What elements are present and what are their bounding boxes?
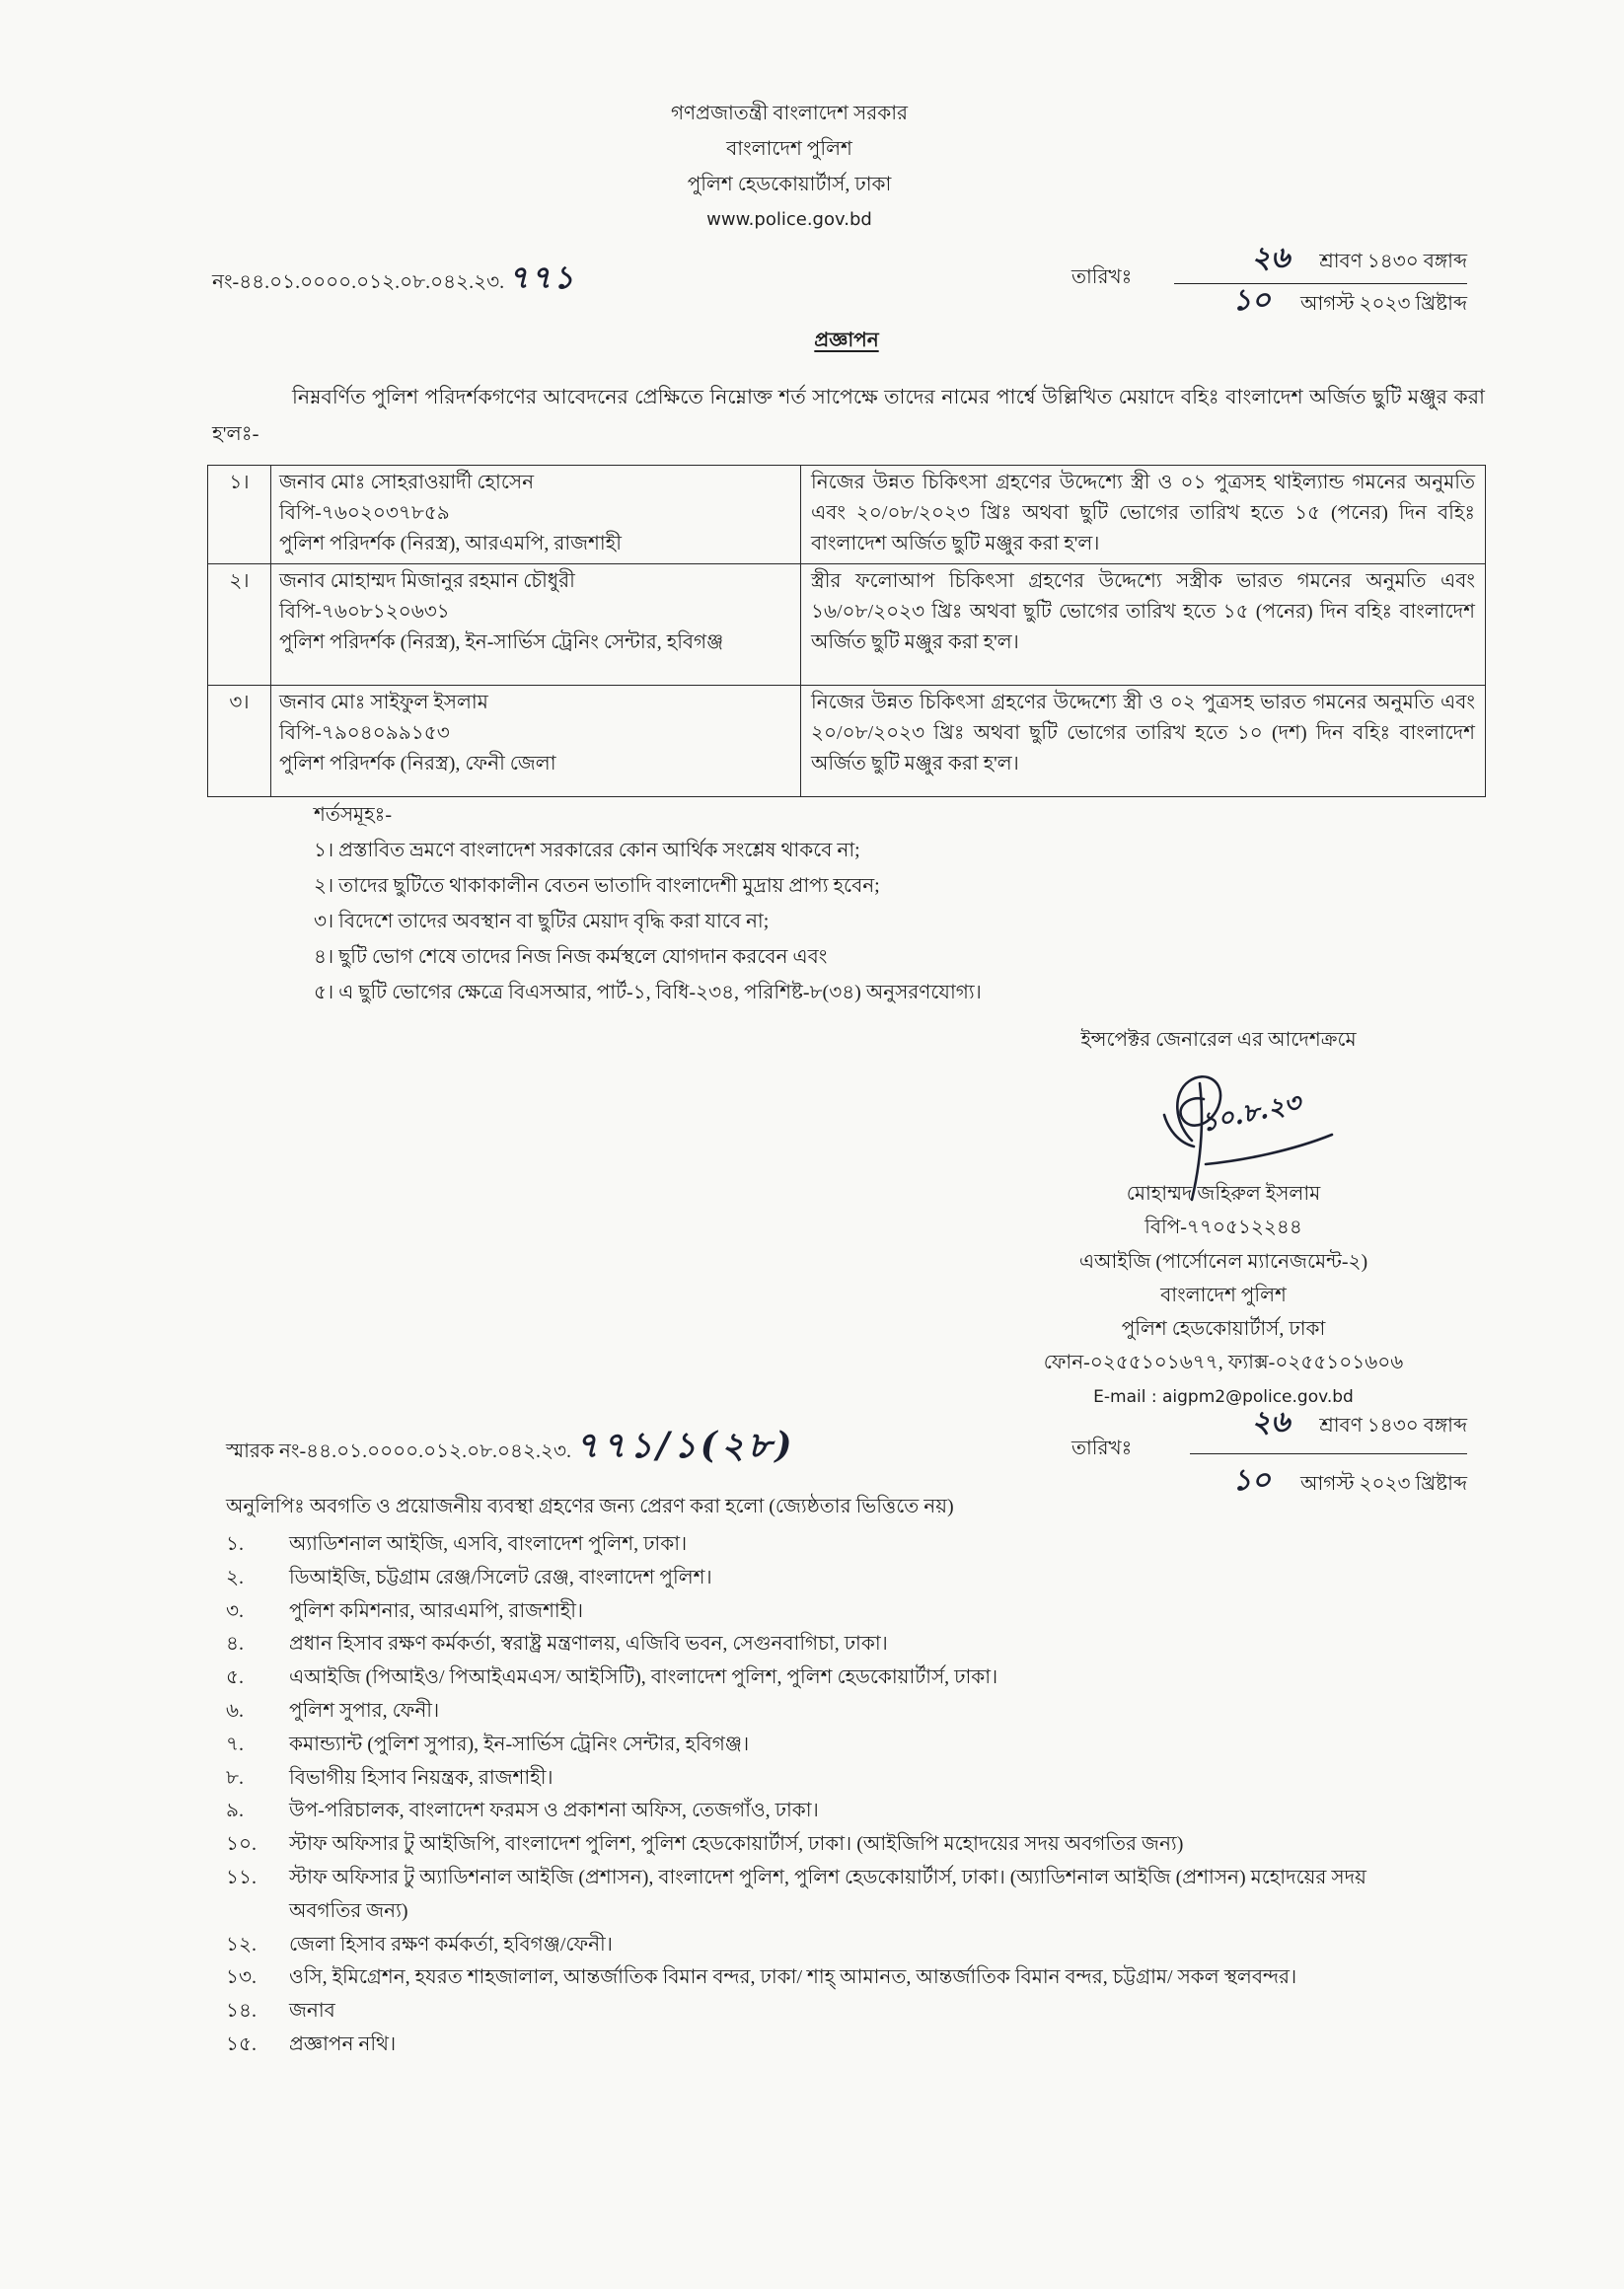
list-item <box>226 1528 1439 1562</box>
date-gregorian-day: ১০ <box>1231 283 1271 318</box>
list-item-number: ১১. <box>226 1867 257 1889</box>
date-bangla <box>1251 243 1467 277</box>
list-item <box>226 2029 1439 2062</box>
signatory-designation: এআইজি (পার্সোনেল ম্যানেজমেন্ট-২) <box>1078 1250 1368 1273</box>
conditions-heading: শর্তসমূহঃ- <box>314 804 392 826</box>
date-bangla-day: ২৬ <box>1251 241 1291 275</box>
list-item-number: ১০. <box>226 1833 257 1856</box>
list-item-text: ওসি, ইমিগ্রেশন, হযরত শাহজালাল, আন্তর্জাতিক বিমান বন্দর, ঢাকা/ শাহ্ আমানত, আন্তর্জাতিক বিমান বন্দর, চট্টগ্রাম/ সকল স্থলবন্দর। <box>289 1966 1297 1989</box>
list-item-number: ১৩. <box>226 1966 257 1989</box>
list-item-number: ৮. <box>226 1766 244 1789</box>
copy-memo-number-handwritten: ৭৭১/১(২৮) <box>575 1425 796 1467</box>
govt-name: গণপ্রজাতন্ত্রী বাংলাদেশ সরকার <box>670 103 909 124</box>
list-item <box>226 1995 1439 2029</box>
row-serial: ৩। <box>208 686 271 797</box>
memo-number-handwritten: ৭৭১ <box>508 258 576 296</box>
list-item-text: জেলা হিসাব রক্ষণ কর্মকর্তা, হবিগঞ্জ/ফেনী। <box>289 1933 613 1956</box>
date-label: তারিখঃ <box>1071 1438 1133 1460</box>
date-bangla-day: ২৬ <box>1251 1405 1291 1440</box>
date-gregorian <box>1232 285 1467 320</box>
list-item <box>226 1828 1439 1862</box>
officer-bp: বিপি-৭৬০৮১২০৬৩১ <box>279 601 450 623</box>
officer-cell <box>271 564 801 686</box>
officer-designation: পুলিশ পরিদর্শক (নিরস্ত্র), ফেনী জেলা <box>279 753 556 775</box>
list-item-number: ৪. <box>226 1633 244 1656</box>
signatory-name: মোহাম্মদ জহিরুল ইসলাম <box>1126 1183 1321 1205</box>
officer-name: জনাব মোঃ সাইফুল ইসলাম <box>279 692 488 713</box>
copy-intro: অনুলিপিঃ অবগতি ও প্রয়োজনীয় ব্যবস্থা গ্রহণের জন্য প্রেরণ করা হলো (জ্যেষ্ঠতার ভিত্তিতে নয়) <box>226 1496 954 1518</box>
signature-handwritten-date: ১০.৮.২৩ <box>1198 1088 1304 1139</box>
conditions-section <box>314 797 1478 1010</box>
list-item <box>226 1562 1439 1595</box>
date-label: তারিখঃ <box>1071 266 1133 288</box>
leave-details: নিজের উন্নত চিকিৎসা গ্রহণের উদ্দেশ্যে স্ত্রী ও ০১ পুত্রসহ থাইল্যান্ড গমনের অনুমতি এবং ২০/০৮/২০২৩ খ্রিঃ অথবা ছুটি ভোগের তারিখ হতে ১৫ (পনের) দিন বহিঃ বাংলাদেশ অর্জিত ছুটি মঞ্জুর করা হ'ল। <box>801 466 1486 564</box>
list-item <box>226 1628 1439 1661</box>
list-item-text: স্টাফ অফিসার টু অ্যাডিশনাল আইজি (প্রশাসন), বাংলাদেশ পুলিশ, পুলিশ হেডকোয়ার্টার্স, ঢাকা। (অ্যাডিশনাল আইজি (প্রশাসন) মহোদয়ের সদয় অবগতির জন্য) <box>289 1867 1366 1922</box>
list-item-text: প্রজ্ঞাপন নথি। <box>289 2033 397 2056</box>
list-item-text: অ্যাডিশনাল আইজি, এসবি, বাংলাদেশ পুলিশ, ঢাকা। <box>289 1533 688 1556</box>
document-title <box>0 325 1624 356</box>
signature-scribble <box>1135 1064 1362 1212</box>
memo-number-prefix: নং-৪৪.০১.০০০০.০১২.০৮.০৪২.২৩. <box>212 271 505 293</box>
row-serial: ২। <box>208 564 271 686</box>
leave-details: স্ত্রীর ফলোআপ চিকিৎসা গ্রহণের উদ্দেশ্যে সস্ত্রীক ভারত গমনের অনুমতি এবং ১৬/০৮/২০২৩ খ্রিঃ অথবা ছুটি ভোগের তারিখ হতে ১৫ (পনের) দিন বহিঃ বাংলাদেশ অর্জিত ছুটি মঞ্জুর করা হ'ল। <box>801 564 1486 686</box>
office-name: পুলিশ হেডকোয়ার্টার্স, ঢাকা <box>687 174 892 195</box>
website-text: www.police.gov.bd <box>706 209 872 230</box>
copy-list <box>226 1528 1439 2062</box>
list-item-number: ১. <box>226 1533 244 1556</box>
row-serial: ১। <box>208 466 271 564</box>
list-item-number: ৯. <box>226 1800 244 1822</box>
list-item <box>226 1661 1439 1695</box>
list-item-text: ডিআইজি, চট্টগ্রাম রেঞ্জ/সিলেট রেঞ্জ, বাংলাদেশ পুলিশ। <box>289 1566 712 1588</box>
date-gregorian-day: ১০ <box>1231 1463 1271 1499</box>
officer-designation: পুলিশ পরিদর্শক (নিরস্ত্র), ইন-সার্ভিস ট্রেনিং সেন্টার, হবিগঞ্জ <box>279 631 724 653</box>
signatory-phone-fax: ফোন-০২৫৫১০১৬৭৭, ফ্যাক্স-০২৫৫১০১৬০৬ <box>1043 1352 1404 1374</box>
list-item-text: কমান্ড্যান্ট (পুলিশ সুপার), ইন-সার্ভিস ট্রেনিং সেন্টার, হবিগঞ্জ। <box>289 1733 750 1755</box>
memo-date <box>1066 242 1470 323</box>
list-item-number: ২. <box>226 1566 245 1588</box>
list-item-number: ৫. <box>226 1666 244 1689</box>
copy-memo-row <box>0 1404 1624 1499</box>
list-item <box>226 1729 1439 1762</box>
list-item-text: জনাব <box>289 2000 335 2023</box>
date-bangla-rest: শ্রাবণ ১৪৩০ বঙ্গাব্দ <box>1319 251 1467 272</box>
list-item-text: পুলিশ সুপার, ফেনী। <box>289 1700 440 1723</box>
list-item-number: ৬. <box>226 1700 245 1723</box>
officer-cell <box>271 686 801 797</box>
date-bangla-rest: শ্রাবণ ১৪৩০ বঙ্গাব্দ <box>1319 1415 1467 1438</box>
list-item-text: পুলিশ কমিশনার, আরএমপি, রাজশাহী। <box>289 1599 584 1622</box>
list-item-number: ৭. <box>226 1733 245 1755</box>
copy-memo-number-prefix: স্মারক নং-৪৪.০১.০০০০.০১২.০৮.০৪২.২৩. <box>226 1440 572 1463</box>
list-item-text: প্রধান হিসাব রক্ষণ কর্মকর্তা, স্বরাষ্ট্র মন্ত্রণালয়, এজিবি ভবন, সেগুনবাগিচা, ঢাকা। <box>289 1633 888 1656</box>
list-item <box>226 1862 1439 1929</box>
table-row <box>208 686 1486 797</box>
date-gregorian-rest: আগস্ট ২০২৩ খ্রিষ্টাব্দ <box>1299 1473 1467 1496</box>
letterhead <box>0 0 1624 238</box>
signatory-email: E-mail : aigpm2@police.gov.bd <box>1093 1386 1354 1407</box>
signatory-office: পুলিশ হেডকোয়ার্টার্স, ঢাকা <box>1121 1318 1326 1341</box>
officer-bp: বিপি-৭৬০২০৩৭৮৫৯ <box>279 502 450 524</box>
date-divider <box>1190 1453 1467 1454</box>
list-item <box>226 1695 1439 1729</box>
condition-item: ১। প্রস্তাবিত ভ্রমণে বাংলাদেশ সরকারের কোন আর্থিক সংশ্লেষ থাকবে না; <box>314 840 860 861</box>
memo-row <box>0 242 1624 323</box>
table-row <box>208 466 1486 564</box>
date-gregorian-rest: আগস্ট ২০২৩ খ্রিষ্টাব্দ <box>1299 293 1467 315</box>
intro-paragraph: নিম্নবর্ণিত পুলিশ পরিদর্শকগণের আবেদনের প্রেক্ষিতে নিম্নোক্ত শর্ত সাপেক্ষে তাদের নামের পার্শ্বে উল্লিখিত মেয়াদে বহিঃ বাংলাদেশ অর্জিত ছুটি মঞ্জুর করা হ'লঃ- <box>212 387 1485 445</box>
signature-area <box>0 1056 1624 1177</box>
date-bangla <box>1251 1407 1467 1441</box>
leave-details: নিজের উন্নত চিকিৎসা গ্রহণের উদ্দেশ্যে স্ত্রী ও ০২ পুত্রসহ ভারত গমনের অনুমতি এবং ২০/০৮/২০২৩ খ্রিঃ অথবা ছুটি ভোগের তারিখ হতে ১০ (দশ) দিন বহিঃ বাংলাদেশ অর্জিত ছুটি মঞ্জুর করা হ'ল। <box>801 686 1486 797</box>
memo-number <box>212 258 576 298</box>
signatory-block <box>987 1177 1460 1414</box>
list-item-text: বিভাগীয় হিসাব নিয়ন্ত্রক, রাজশাহী। <box>289 1766 554 1789</box>
list-item-number: ৩. <box>226 1599 245 1622</box>
condition-item: ২। তাদের ছুটিতে থাকাকালীন বেতন ভাতাদি বাংলাদেশী মুদ্রায় প্রাপ্য হবেন; <box>314 875 880 897</box>
date-gregorian <box>1232 1465 1467 1500</box>
officer-bp: বিপি-৭৯০৪০৯৯১৫৩ <box>279 722 450 744</box>
officer-cell <box>271 466 801 564</box>
list-item-text: এআইজি (পিআইও/ পিআইএমএস/ আইসিটি), বাংলাদেশ পুলিশ, পুলিশ হেডকোয়ার্টার্স, ঢাকা। <box>289 1666 998 1689</box>
officer-designation: পুলিশ পরিদর্শক (নিরস্ত্র), আরএমপি, রাজশাহী <box>279 533 622 554</box>
org-name: বাংলাদেশ পুলিশ <box>726 138 852 160</box>
leave-table <box>207 465 1486 797</box>
table-row <box>208 564 1486 686</box>
signatory-org: বাংলাদেশ পুলিশ <box>1160 1284 1287 1306</box>
copy-memo-number <box>226 1425 796 1467</box>
list-item <box>226 1795 1439 1828</box>
list-item-number: ১৫. <box>226 2033 257 2056</box>
list-item <box>226 1762 1439 1796</box>
document-title-text: প্রজ্ঞাপন <box>814 330 879 351</box>
officer-name: জনাব মোঃ সোহরাওয়ার্দী হোসেন <box>279 472 535 493</box>
list-item-text: উপ-পরিচালক, বাংলাদেশ ফরমস ও প্রকাশনা অফিস, তেজগাঁও, ঢাকা। <box>289 1800 819 1822</box>
condition-item: ৩। বিদেশে তাদের অবস্থান বা ছুটির মেয়াদ বৃদ্ধি করা যাবে না; <box>314 911 770 932</box>
signatory-bp: বিপি-৭৭০৫১২২৪৪ <box>1144 1217 1302 1239</box>
list-item-number: ১৪. <box>226 2000 257 2023</box>
officer-name: জনাব মোহাম্মদ মিজানুর রহমান চৌধুরী <box>279 570 575 592</box>
list-item <box>226 1595 1439 1629</box>
copy-memo-date <box>1066 1404 1470 1499</box>
list-item <box>226 1961 1439 1995</box>
date-divider <box>1174 283 1467 284</box>
list-item-text: স্টাফ অফিসার টু আইজিপি, বাংলাদেশ পুলিশ, পুলিশ হেডকোয়ার্টার্স, ঢাকা। (আইজিপি মহোদয়ের সদয় অবগতির জন্য) <box>289 1833 1184 1856</box>
list-item-number: ১২. <box>226 1933 257 1956</box>
condition-item: ৪। ছুটি ভোগ শেষে তাদের নিজ নিজ কর্মস্থলে যোগদান করবেন এবং <box>314 946 828 968</box>
list-item <box>226 1929 1439 1962</box>
condition-item: ৫। এ ছুটি ভোগের ক্ষেত্রে বিএসআর, পার্ট-১, বিধি-২৩৪, পরিশিষ্ট-৮(৩৪) অনুসরণযোগ্য। <box>314 982 982 1003</box>
order-line: ইন্সপেক্টর জেনারেল এর আদেশক্রমে <box>1080 1029 1357 1051</box>
